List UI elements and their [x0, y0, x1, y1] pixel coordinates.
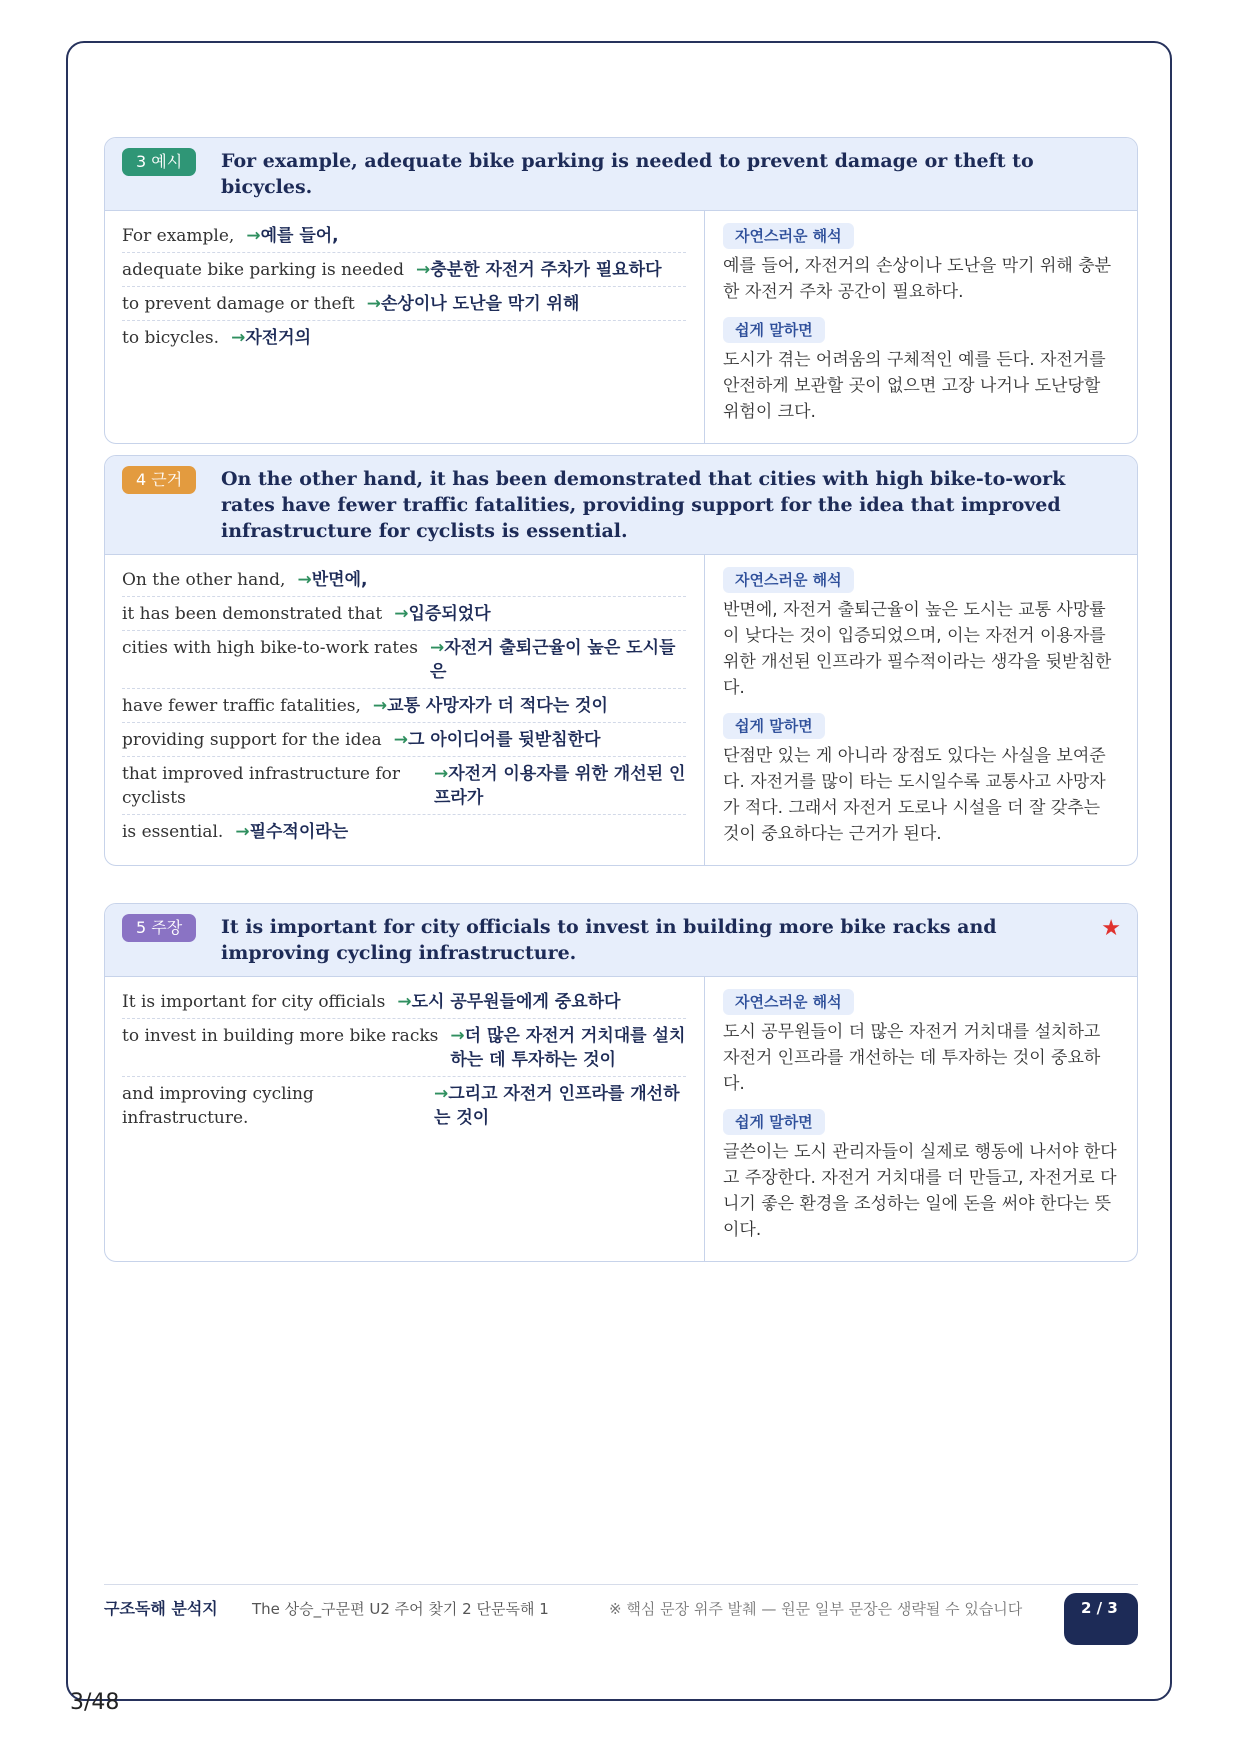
section-header: [105, 456, 1137, 555]
chunk-ko: →손상이나 도난을 막기 위해: [366, 294, 580, 314]
section-header: [105, 904, 1137, 977]
arrow-icon: →: [372, 696, 388, 716]
chunk-en: adequate bike parking is needed: [122, 260, 405, 280]
section-claim: [104, 903, 1138, 1262]
easy-explanation: 글쓴이는 도시 관리자들이 실제로 행동에 나서야 한다고 주장한다. 자전거 거치대를 더 만들고, 자전거로 다니기 좋은 환경을 조성하는 일에 돈을 써야 한다는 뜻이다.: [723, 1142, 1117, 1240]
chunk-ko: →충분한 자전거 주차가 필요하다: [416, 260, 662, 280]
chunk-list: [105, 555, 705, 865]
section-badge: 4 근거: [122, 466, 196, 494]
chunk-row: [122, 815, 686, 848]
chunk-ko: →필수적이라는: [235, 822, 349, 842]
chunk-ko: →더 많은 자전거 거치대를 설치하는 데 투자하는 것이: [450, 1026, 686, 1070]
interpretation-panel: [705, 555, 1137, 865]
interpretation-panel: [705, 977, 1137, 1261]
chunk-row: [122, 1019, 686, 1077]
arrow-icon: →: [434, 1084, 449, 1104]
easy-label: 쉽게 말하면: [723, 1109, 825, 1135]
chunk-en: is essential.: [122, 822, 224, 842]
section-badge: 5 주장: [122, 914, 196, 942]
chunk-ko: →반면에,: [297, 570, 368, 590]
chunk-en: providing support for the idea: [122, 730, 382, 750]
chunk-en: to invest in building more bike racks: [122, 1026, 439, 1046]
section-header: [105, 138, 1137, 211]
footer-title: 구조독해 분석지: [104, 1599, 218, 1618]
arrow-icon: →: [246, 226, 261, 246]
chunk-en: it has been demonstrated that: [122, 604, 383, 624]
natural-translation: 도시 공무원들이 더 많은 자전거 거치대를 설치하고 자전거 인프라를 개선하는 데 투자하는 것이 중요하다.: [723, 1022, 1101, 1094]
natural-translation: 반면에, 자전거 출퇴근율이 높은 도시는 교통 사망률이 낮다는 것이 입증되었으며, 이는 자전거 이용자를 위한 개선된 인프라가 필수적이라는 생각을 뒷받침한다.: [723, 600, 1112, 698]
chunk-ko: →그리고 자전거 인프라를 개선하는 것이: [434, 1084, 680, 1128]
arrow-icon: →: [434, 764, 449, 784]
chunk-row: [122, 321, 686, 354]
footer-note: ※ 핵심 문장 위주 발췌 — 원문 일부 문장은 생략될 수 있습니다: [609, 1600, 1023, 1618]
arrow-icon: →: [394, 604, 409, 624]
arrow-icon: →: [393, 730, 408, 750]
key-sentence: On the other hand, it has been demonstrated that cities with high bike-to-work rates have fewer traffic fatalities, providing support for the idea that improved infrastructure for cyclists is essential.: [221, 468, 1066, 542]
chunk-en: It is important for city officials: [122, 992, 386, 1012]
chunk-row: [122, 723, 686, 757]
arrow-icon: →: [450, 1026, 465, 1046]
chunk-row: [122, 1077, 686, 1134]
chunk-ko: →예를 들어,: [246, 226, 339, 246]
chunk-row: [122, 631, 686, 689]
chunk-ko: →교통 사망자가 더 적다는 것이: [372, 696, 608, 716]
chunk-row: [122, 689, 686, 723]
key-sentence: It is important for city officials to invest in building more bike racks and improving cycling infrastructure.: [221, 916, 997, 964]
easy-explanation: 도시가 겪는 어려움의 구체적인 예를 든다. 자전거를 안전하게 보관할 곳이 없으면 고장 나거나 도난당할 위험이 크다.: [723, 350, 1106, 422]
chunk-ko: →그 아이디어를 뒷받침한다: [393, 730, 601, 750]
chunk-list: [105, 211, 705, 443]
chunk-ko: →입증되었다: [394, 604, 491, 624]
natural-translation: 예를 들어, 자전거의 손상이나 도난을 막기 위해 충분한 자전거 주차 공간이 필요하다.: [723, 256, 1112, 302]
key-sentence: For example, adequate bike parking is needed to prevent damage or theft to bicycles.: [221, 150, 1034, 198]
chunk-en: and improving cycling infrastructure.: [122, 1084, 314, 1128]
arrow-icon: →: [397, 992, 412, 1012]
chunk-en: For example,: [122, 226, 235, 246]
section-example: [104, 137, 1138, 444]
footer-book: The 상승_구문편 U2 주어 찾기 2 단문독해 1: [252, 1600, 549, 1618]
arrow-icon: →: [416, 260, 431, 280]
chunk-en: that improved infrastructure for cyclists: [122, 764, 401, 808]
chunk-ko: →도시 공무원들에게 중요하다: [397, 992, 621, 1012]
arrow-icon: →: [429, 638, 445, 658]
page-indicator: 2 / 3: [1064, 1593, 1138, 1645]
chunk-row: [122, 563, 686, 597]
chunk-row: [122, 985, 686, 1019]
chunk-ko: →자전거 출퇴근율이 높은 도시들은: [429, 638, 676, 682]
arrow-icon: →: [231, 328, 246, 348]
arrow-icon: →: [235, 822, 250, 842]
chunk-ko: →자전거 이용자를 위한 개선된 인프라가: [434, 764, 686, 808]
section-evidence: [104, 455, 1138, 866]
easy-explanation: 단점만 있는 게 아니라 장점도 있다는 사실을 보여준다. 자전거를 많이 타는 도시일수록 교통사고 사망자가 적다. 그래서 자전거 도로나 시설을 더 잘 갖추는 것이 중요하다는 근거가 된다.: [723, 746, 1106, 844]
easy-label: 쉽게 말하면: [723, 713, 825, 739]
page-footer: [104, 1584, 1138, 1641]
chunk-en: to bicycles.: [122, 328, 220, 348]
chunk-row: [122, 757, 686, 815]
chunk-en: have fewer traffic fatalities,: [122, 696, 361, 716]
document-page-count: 3/48: [70, 1690, 120, 1715]
arrow-icon: →: [366, 294, 381, 314]
arrow-icon: →: [297, 570, 312, 590]
chunk-en: On the other hand,: [122, 570, 286, 590]
natural-label: 자연스러운 해석: [723, 989, 854, 1015]
section-badge: 3 예시: [122, 148, 196, 176]
easy-label: 쉽게 말하면: [723, 317, 825, 343]
chunk-row: [122, 287, 686, 321]
natural-label: 자연스러운 해석: [723, 223, 854, 249]
star-icon: ★: [1101, 916, 1121, 941]
chunk-ko: →자전거의: [231, 328, 312, 348]
chunk-en: cities with high bike-to-work rates: [122, 638, 418, 658]
interpretation-panel: [705, 211, 1137, 443]
chunk-row: [122, 597, 686, 631]
chunk-list: [105, 977, 705, 1261]
chunk-en: to prevent damage or theft: [122, 294, 355, 314]
natural-label: 자연스러운 해석: [723, 567, 854, 593]
chunk-row: [122, 253, 686, 287]
chunk-row: [122, 219, 686, 253]
